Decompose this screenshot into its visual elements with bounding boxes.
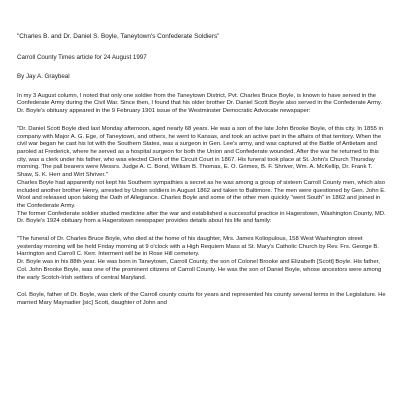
document-body <box>17 33 389 318</box>
article-subtitle: Carroll County Times article for 24 August 1997 <box>17 53 147 61</box>
paragraph: In my 3 August column, I noted that only one soldier from the Taneytown District, Pvt. Charles Bruce Boyle, is known to have served in the Confederate Army during the Civil War. Since then, I found that his older brother Dr. Daniel Scott Boyle also served in the Confederate Army. Dr. Boyle's obituary appeared in the 9 February 1901 issue of the Westminster Democratic Advocate newspaper: <box>17 92 383 115</box>
paragraph: "Dr. Daniel Scott Boyle died last Monday afternoon, aged nearly 68 years. He was a son of the late John Brooke Boyle, of this city. In 1855 in company with Major A. G. Ege, of Taneytown, and others, he went to Kansas, and took an active part in the affairs of that territory. When the civil war began he cast his lot with the Southern States, was a surgeon in Gen. Lee's army, and was captured at the Battle of Antietam and paroled at Frederick, where he served as a hospital surgeon for both the Union and Confederate wounded. After the war he returned to this city, was a clerk under his father, who was elected Clerk of the Circuit Court in 1867. His funeral took place at St. John's Church Thursday morning. The pall bearers were Messrs. Judge A. C. Bond, William B. Thomas, E. O. Grimes, B. F. Shriver, Wm. A. McKellip, Dr. Frank T. Shaw, S. K. Herr and Wirt Shriver." Charles Boyle had apparently not kept his Southern sympathies a secret as he was among a group of sixteen Carroll County men, which also included another brother Henry, arrested by Union soldiers in August 1862 and taken to Baltimore. The men were questioned by Gen. John E. Wool and released upon taking the Oath of Allegiance. Charles Boyle and some of the other men quickly "went South" in 1862 and joined in the Confederate Army. The former Confederate soldier studied medicine after the war and established a successful practice in Hagerstown, Washington County, MD. Dr. Boyle's 1924 obituary from a Hagerstown newspaper provides details about his life and family: <box>17 125 386 225</box>
article-title: "Charles B. and Dr. Daniel S. Boyle, Taneytown's Confederate Soldiers" <box>17 33 220 40</box>
article-byline: By Jay A. Graybeal <box>17 73 70 81</box>
paragraph: Col. Boyle, father of Dr. Boyle, was clerk of the Carroll county courts for years and represented his county several terms in the Legislature. He married Mary Maynadier [sic] Scott, daughter of John and <box>17 292 386 306</box>
paragraph: "The funeral of Dr. Charles Bruce Boyle, who died at the home of his daughter, Mrs. James Koliopulous, 158 West Washington street yesterday morning will be held Friday morning at 9 o'clock with a High Requiem Mass at St. Mary's Catholic Church by Rev. Frs. George B. Harrington and Carroll C. Kerr. Interment will be in Rose Hill cemetery. Dr. Boyle was in his 88th year. He was born in Taneytown, Carroll County, the son of Colonel Brooke and Elizabeth [Scott] Boyle. His father, Col. John Brooke Boyle, was one of the prominent citizens of Carroll County. He was the son of Daniel Boyle, whose ancestors were among the early Scotch-Irish settlers of central Maryland. <box>17 236 382 281</box>
